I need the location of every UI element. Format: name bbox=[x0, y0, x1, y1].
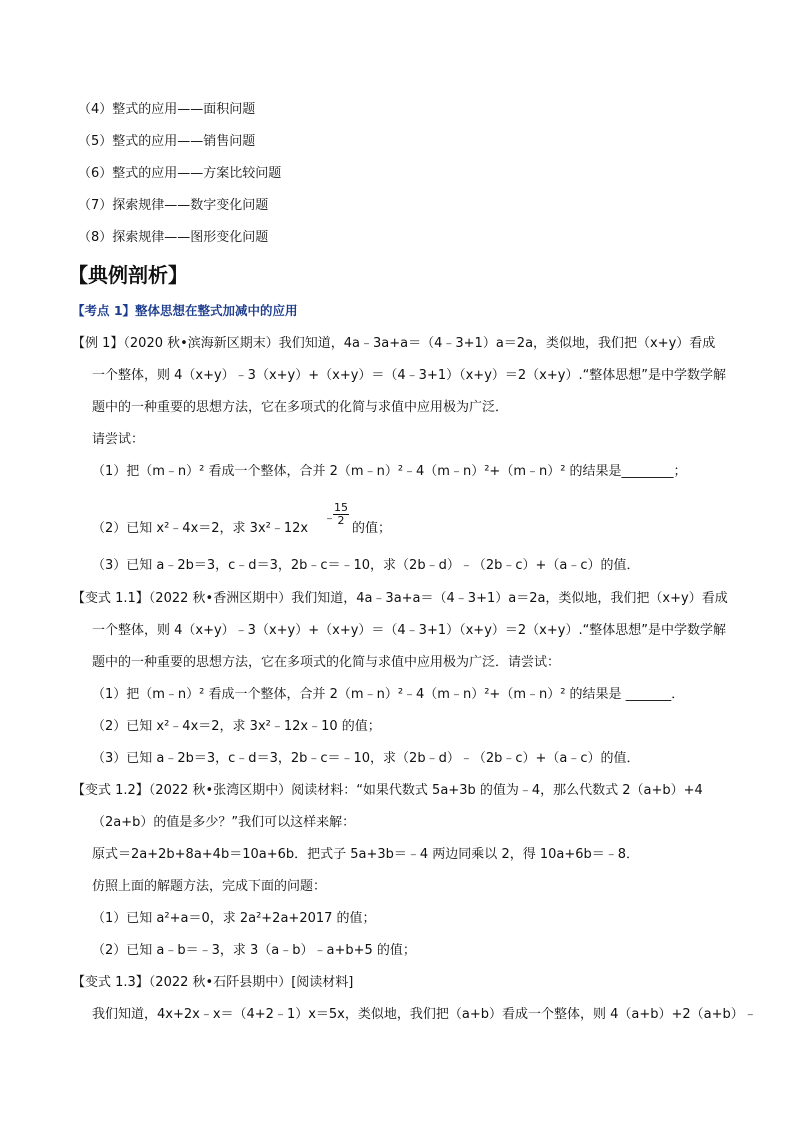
variant11-question-2: （2）已知 x²﹣4x＝2，求 3x²﹣12x﹣10 的值； bbox=[92, 719, 381, 734]
variant11-line2: 一个整体，则 4（x+y）﹣3（x+y）+（x+y）＝（4﹣3+1）（x+y）＝2（x+y）.“整体思想”是中学数学解 bbox=[92, 623, 727, 638]
section-title: 【典例剖析】 bbox=[68, 263, 188, 287]
list-item: （8）探索规律——图形变化问题 bbox=[78, 230, 269, 245]
variant11-line3: 题中的一种重要的思想方法，它在多项式的化简与求值中应用极为广泛．请尝试： bbox=[92, 655, 561, 670]
example1-try: 请尝试： bbox=[92, 432, 145, 447]
example1-question-1: （1）把（m﹣n）² 看成一个整体，合并 2（m﹣n）²﹣4（m﹣n）²+（m﹣n）² 的结果是________； bbox=[92, 464, 687, 479]
kaodian-heading: 【考点 1】整体思想在整式加减中的应用 bbox=[72, 303, 298, 318]
example1-question-2 bbox=[92, 520, 308, 538]
example1-question-2-post: 的值； bbox=[352, 521, 392, 536]
variant11-question-1: （1）把（m﹣n）² 看成一个整体，合并 2（m﹣n）²﹣4（m﹣n）²+（m﹣n）² 的结果是 _______． bbox=[92, 687, 685, 702]
fraction bbox=[333, 502, 349, 527]
list-item: （7）探索规律——数字变化问题 bbox=[78, 198, 269, 213]
list-item: （6）整式的应用——方案比较问题 bbox=[78, 166, 282, 181]
variant12-line3: 原式＝2a+2b+8a+4b＝10a+6b．把式子 5a+3b＝﹣4 两边同乘以 2，得 10a+6b＝﹣8． bbox=[92, 847, 640, 862]
variant11-line1: 【变式 1.1】（2022 秋•香洲区期中）我们知道，4a﹣3a+a＝（4﹣3+1）a＝2a，类似地，我们把（x+y）看成 bbox=[72, 591, 728, 606]
fraction-numerator: 15 bbox=[334, 501, 348, 514]
list-item: （5）整式的应用——销售问题 bbox=[78, 134, 256, 149]
variant12-line4: 仿照上面的解题方法，完成下面的问题： bbox=[92, 879, 327, 894]
variant12-question-1: （1）已知 a²+a＝0，求 2a²+2a+2017 的值； bbox=[92, 911, 376, 926]
variant11-question-3: （3）已知 a﹣2b＝3，c﹣d＝3，2b﹣c＝﹣10，求（2b﹣d）﹣（2b﹣c）+（a﹣c）的值． bbox=[92, 751, 640, 766]
example1-line2: 一个整体，则 4（x+y）﹣3（x+y）+（x+y）＝（4﹣3+1）（x+y）＝2（x+y）.“整体思想”是中学数学解 bbox=[92, 368, 727, 383]
list-item: （4）整式的应用——面积问题 bbox=[78, 102, 256, 117]
fraction-minus: ﹣ bbox=[323, 511, 337, 526]
variant13-line1: 【变式 1.3】（2022 秋•石阡县期中）[阅读材料] bbox=[72, 975, 354, 990]
example1-line3: 题中的一种重要的思想方法，它在多项式的化简与求值中应用极为广泛． bbox=[92, 400, 509, 415]
variant13-line2: 我们知道，4x+2x﹣x＝（4+2﹣1）x＝5x，类似地，我们把（a+b）看成一个整体，则 4（a+b）+2（a+b）﹣ bbox=[92, 1007, 757, 1022]
variant12-line2: （2a+b）的值是多少？”我们可以这样来解： bbox=[92, 815, 356, 830]
example1-line1: 【例 1】（2020 秋•滨海新区期末）我们知道，4a﹣3a+a＝（4﹣3+1）a＝2a，类似地，我们把（x+y）看成 bbox=[72, 336, 716, 351]
fraction-denominator: 2 bbox=[337, 514, 345, 527]
variant12-line1: 【变式 1.2】（2022 秋•张湾区期中）阅读材料：“如果代数式 5a+3b 的值为﹣4，那么代数式 2（a+b）+4 bbox=[72, 783, 703, 798]
example1-question-3: （3）已知 a﹣2b＝3，c﹣d＝3，2b﹣c＝﹣10，求（2b﹣d）﹣（2b﹣c）+（a﹣c）的值． bbox=[92, 558, 640, 573]
example1-question-2-pre: （2）已知 x²﹣4x＝2，求 3x²﹣12x bbox=[92, 521, 309, 536]
variant12-question-2: （2）已知 a﹣b＝﹣3，求 3（a﹣b）﹣a+b+5 的值； bbox=[92, 943, 416, 958]
